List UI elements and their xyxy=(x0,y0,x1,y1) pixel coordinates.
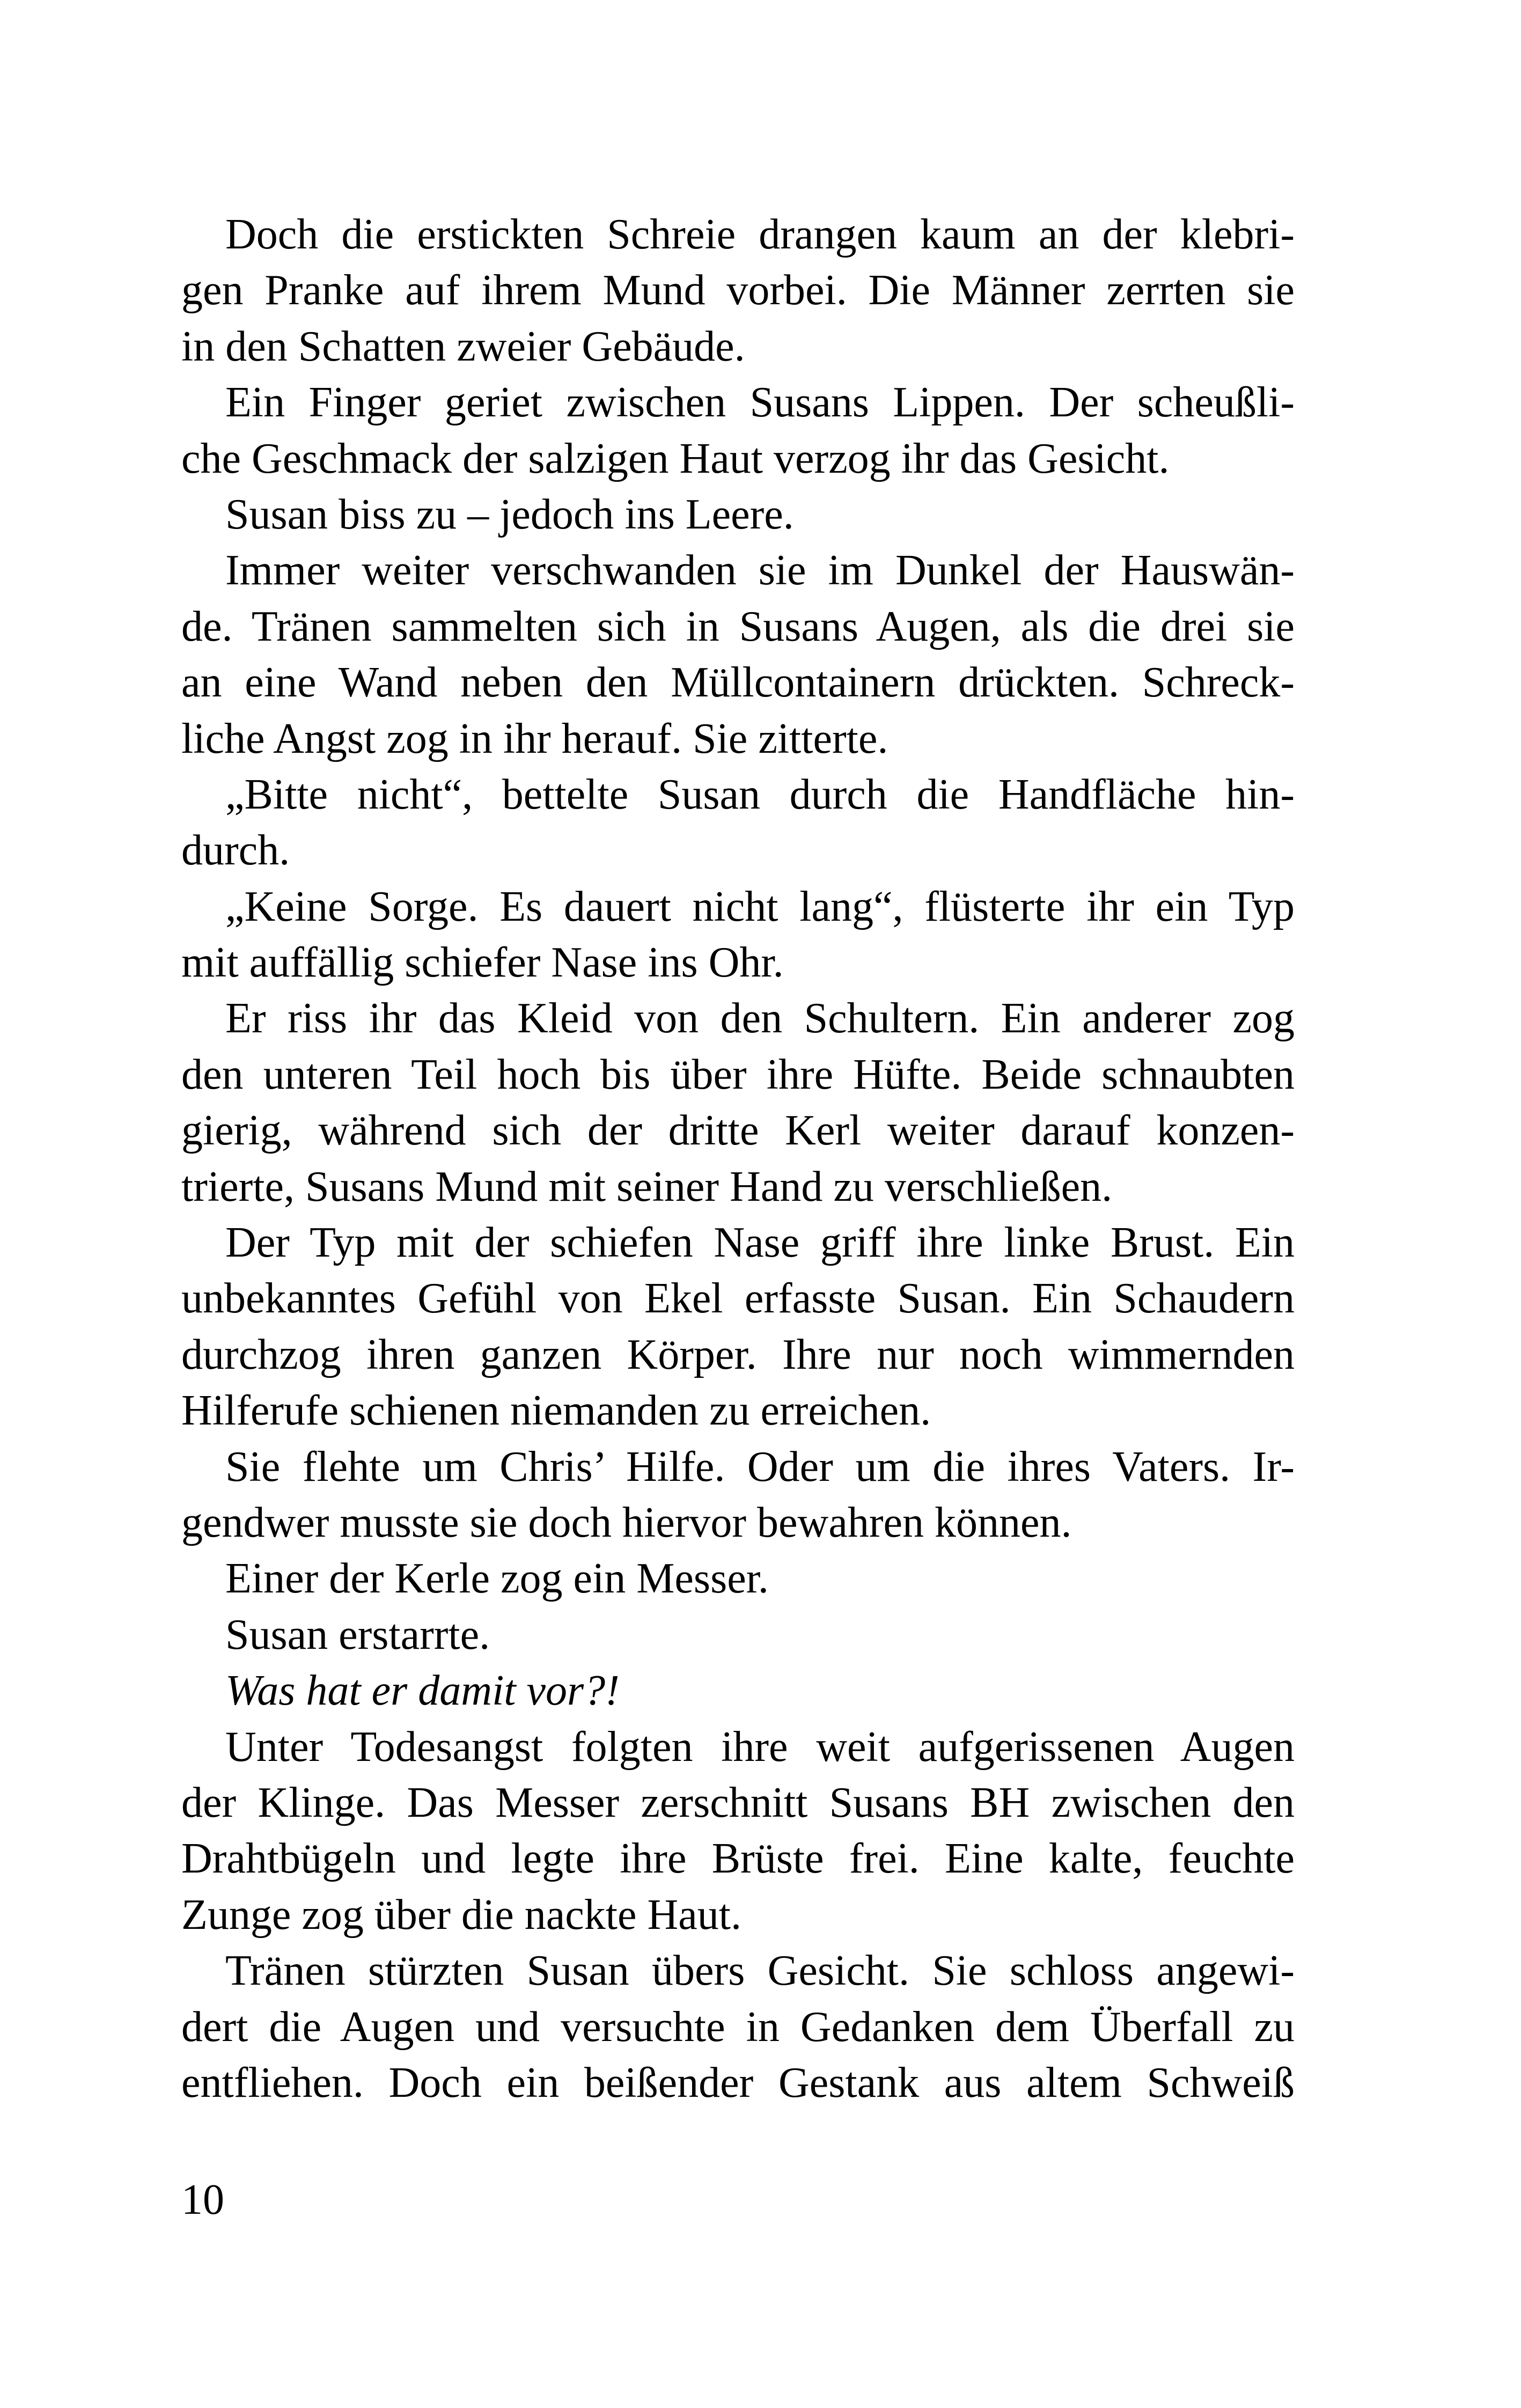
text-line: gendwer musste sie doch hiervor bewahren können. xyxy=(181,1499,1072,1546)
text-line: „Bitte nicht“, bettelte Susan durch die Handfläche hin- xyxy=(225,770,1295,818)
text-line: che Geschmack der salzigen Haut verzog ihr das Gesicht. xyxy=(181,435,1170,482)
text-line: Ein Finger geriet zwischen Susans Lippen. Der scheußli- xyxy=(225,379,1295,427)
text-line: Drahtbügeln und legte ihre Brüste frei. Eine kalte, feuchte xyxy=(181,1835,1295,1883)
text-line: in den Schatten zweier Gebäude. xyxy=(181,322,745,370)
text-line: an eine Wand neben den Müllcontainern drückten. Schreck- xyxy=(181,659,1295,707)
text-line: Tränen stürzten Susan übers Gesicht. Sie schloss angewi- xyxy=(225,1947,1295,1995)
text-line: der Klinge. Das Messer zerschnitt Susans BH zwischen den xyxy=(181,1779,1295,1826)
text-line: dert die Augen und versuchte in Gedanken dem Überfall zu xyxy=(181,2003,1295,2051)
text-line: Was hat er damit vor?! xyxy=(225,1667,620,1715)
body-text xyxy=(181,207,1295,2111)
text-line: Einer der Kerle zog ein Messer. xyxy=(225,1555,769,1603)
text-line: Susan biss zu – jedoch ins Leere. xyxy=(225,490,794,538)
text-line: Doch die erstickten Schreie drangen kaum an der klebri- xyxy=(225,211,1295,258)
text-line: durchzog ihren ganzen Körper. Ihre nur noch wimmernden xyxy=(181,1331,1295,1378)
text-line: durch. xyxy=(181,827,290,875)
text-line: mit auffällig schiefer Nase ins Ohr. xyxy=(181,939,784,987)
text-line: Hilferufe schienen niemanden zu erreichen. xyxy=(181,1387,931,1435)
text-line: liche Angst zog in ihr herauf. Sie zitterte. xyxy=(181,715,888,762)
text-line: „Keine Sorge. Es dauert nicht lang“, flüsterte ihr ein Typ xyxy=(225,883,1295,930)
text-line: gierig, während sich der dritte Kerl weiter darauf konzen- xyxy=(181,1107,1295,1155)
text-line: unbekanntes Gefühl von Ekel erfasste Susan. Ein Schaudern xyxy=(181,1275,1295,1323)
text-line: den unteren Teil hoch bis über ihre Hüfte. Beide schnaubten xyxy=(181,1051,1295,1098)
text-line: Er riss ihr das Kleid von den Schultern. Ein anderer zog xyxy=(225,995,1295,1043)
text-line: Unter Todesangst folgten ihre weit aufgerissenen Augen xyxy=(225,1723,1295,1771)
text-line: Zunge zog über die nackte Haut. xyxy=(181,1891,742,1939)
text-line: de. Tränen sammelten sich in Susans Augen, als die drei sie xyxy=(181,603,1295,650)
text-line: Immer weiter verschwanden sie im Dunkel der Hauswän- xyxy=(225,547,1295,594)
text-line: entfliehen. Doch ein beißender Gestank aus altem Schweiß xyxy=(181,2059,1295,2106)
page-number: 10 xyxy=(181,2176,224,2223)
text-line: Der Typ mit der schiefen Nase griff ihre linke Brust. Ein xyxy=(225,1219,1295,1267)
text-line: trierte, Susans Mund mit seiner Hand zu verschließen. xyxy=(181,1163,1113,1210)
text-line: Susan erstarrte. xyxy=(225,1611,490,1658)
text-line: Sie flehte um Chris’ Hilfe. Oder um die ihres Vaters. Ir- xyxy=(225,1443,1295,1491)
text-line: gen Pranke auf ihrem Mund vorbei. Die Männer zerrten sie xyxy=(181,267,1295,314)
